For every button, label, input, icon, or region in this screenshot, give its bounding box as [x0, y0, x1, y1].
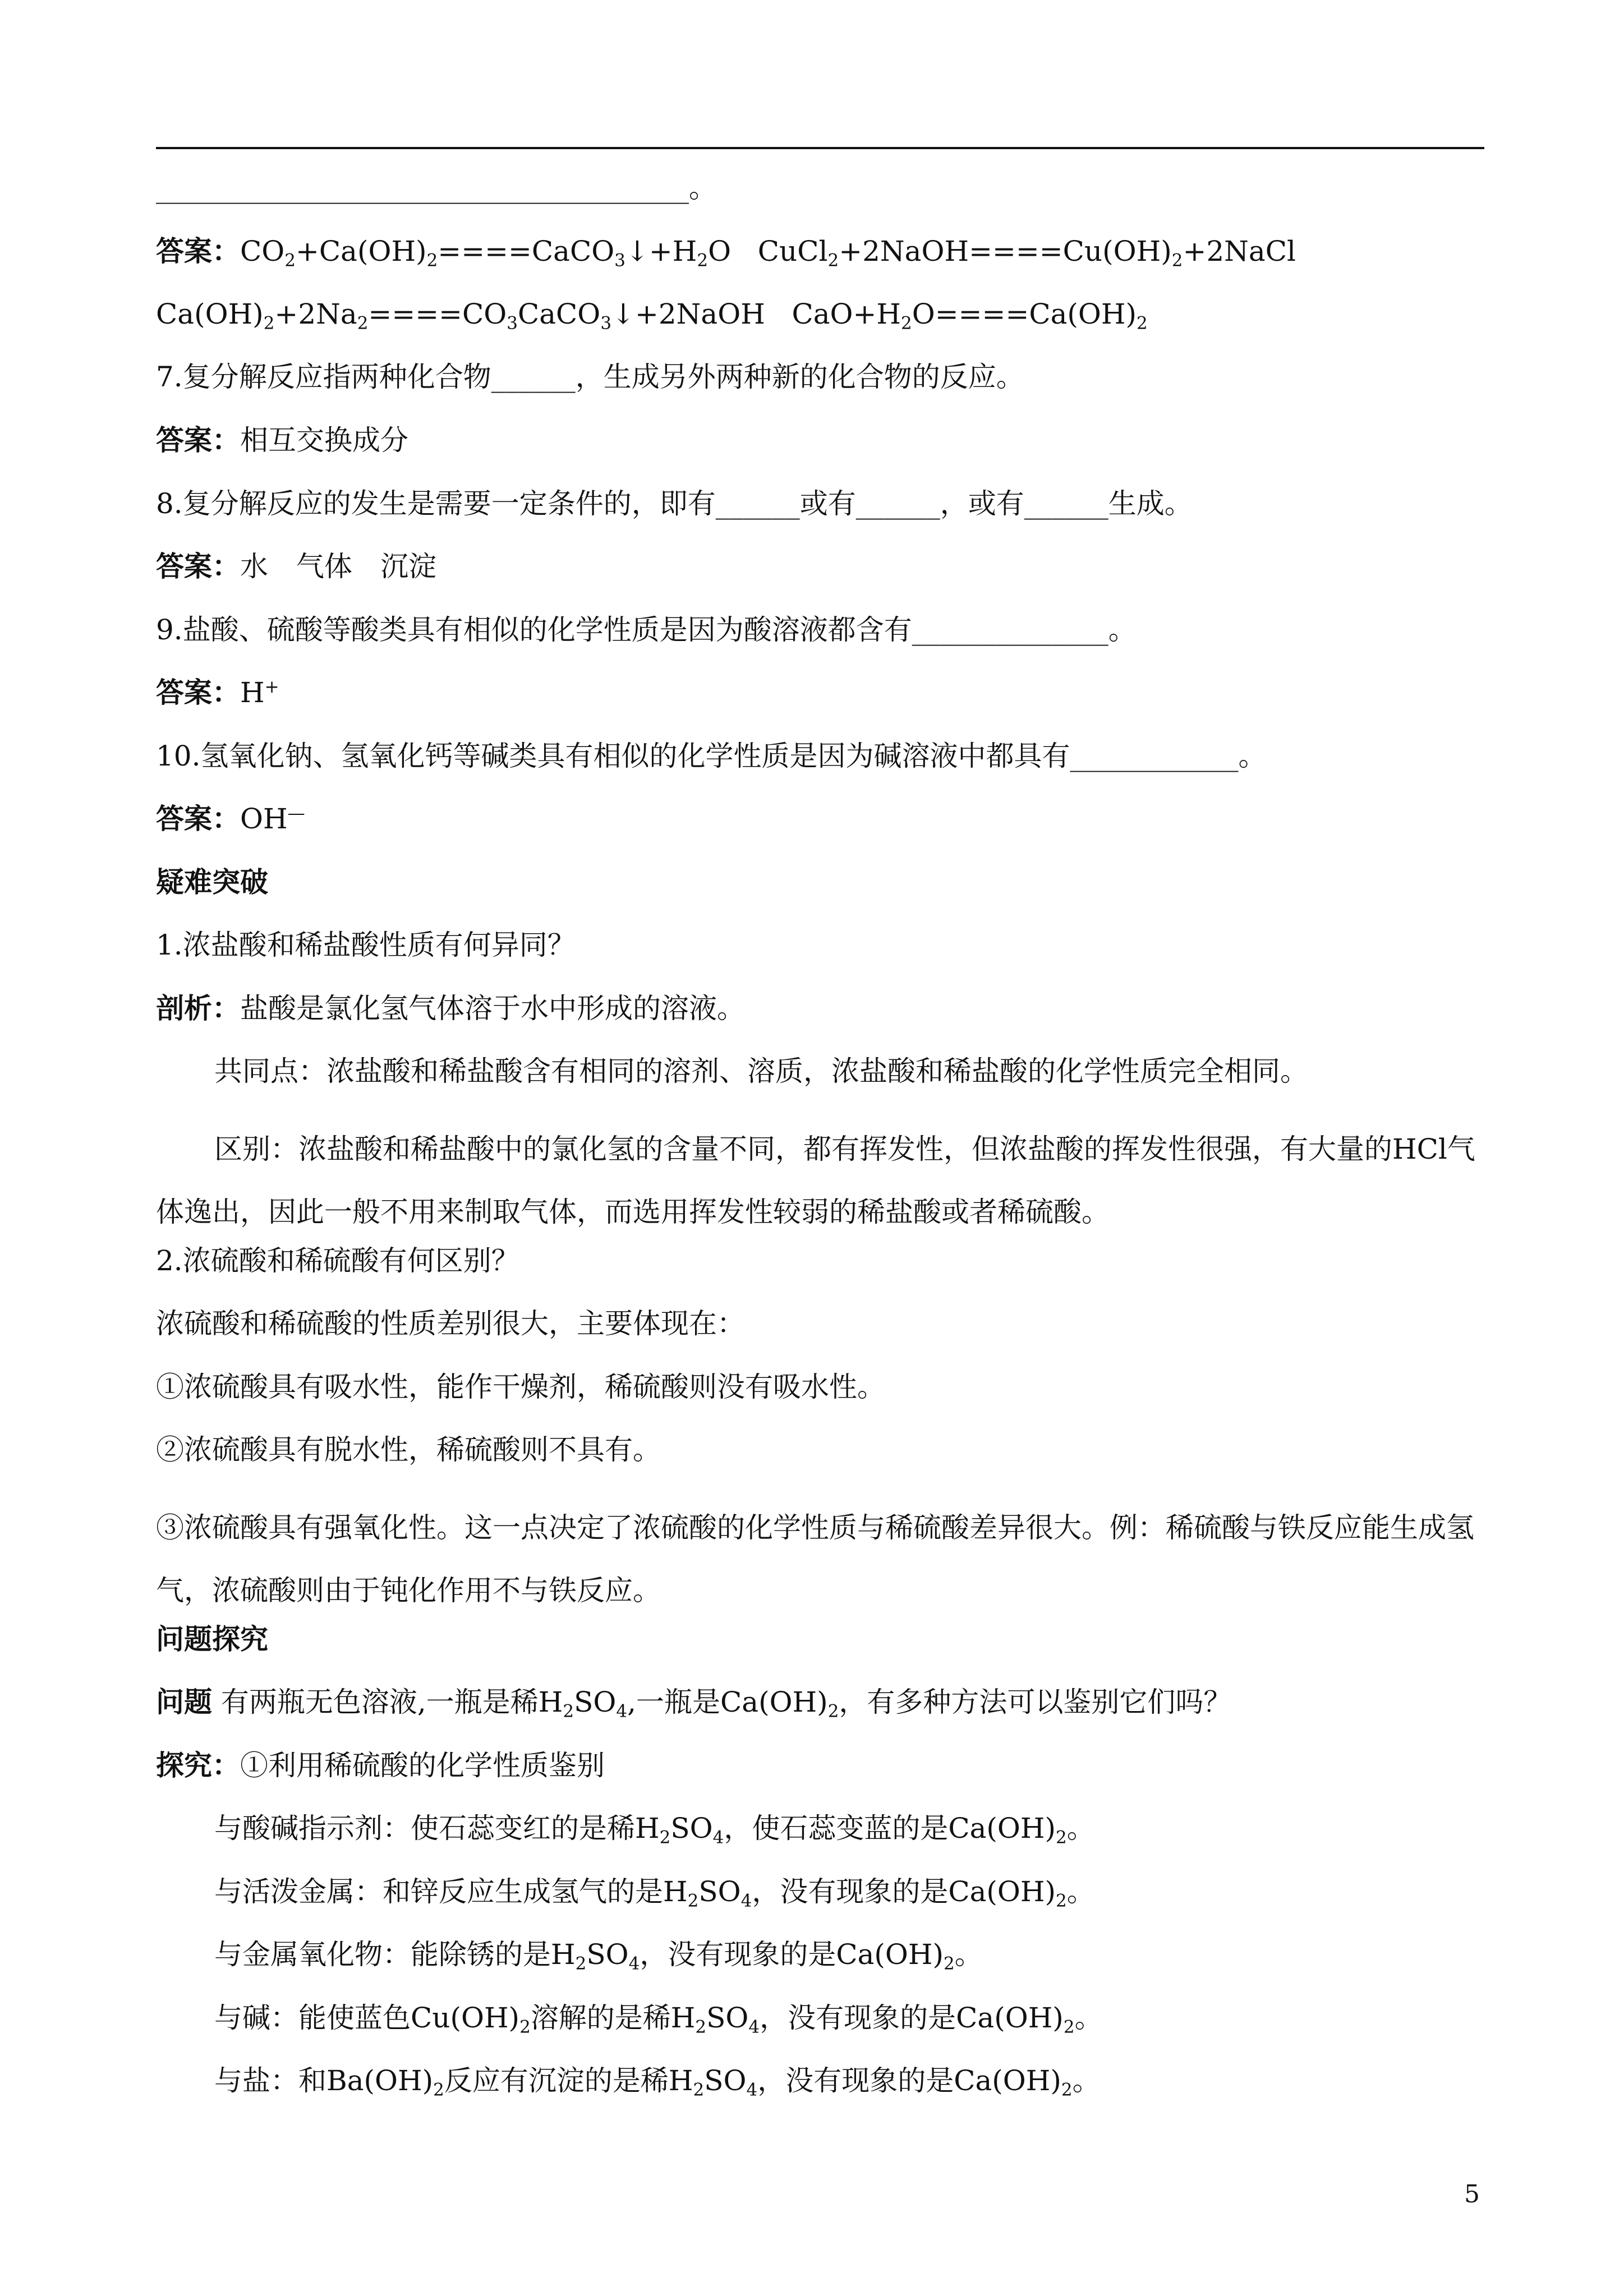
page-number: 5	[1464, 2180, 1480, 2209]
difficulty-question-2-intro: 浓硫酸和稀硫酸的性质差别很大，主要体现在：	[156, 1307, 745, 1340]
answer-label: 答案：	[156, 234, 240, 268]
question-10: 10.氢氧化钠、氢氧化钙等碱类具有相似的化学性质是因为碱溶液中都具有____________。	[156, 740, 1267, 772]
common-points: 共同点：浓盐酸和稀盐酸含有相同的溶剂、溶质，浓盐酸和稀盐酸的化学性质完全相同。	[214, 1055, 1308, 1087]
method-indicator: 与酸碱指示剂：使石蕊变红的是稀$H_2SO_4$，使石蕊变蓝的是$Ca(OH)_2$。	[214, 1812, 1095, 1848]
point-1: ①浓硫酸具有吸水性，能作干燥剂，稀硫酸则没有吸水性。	[156, 1371, 885, 1403]
difficulty-question-2: 2.浓硫酸和稀硫酸有何区别？	[156, 1244, 519, 1277]
method-base: 与碱：能使蓝色$Cu(OH)_2$溶解的是稀$H_2SO_4$，没有现象的是$Ca(OH)_2$。	[214, 2002, 1103, 2037]
answer-6-line-2: $Ca(OH)_2+2Na_2====CO_3CaCO_3↓+2NaOH$ $CaO+H_2O====Ca(OH)_2$	[156, 298, 1148, 334]
question-7: 7.复分解反应指两种化合物______，生成另外两种新的化合物的反应。	[156, 361, 1024, 393]
blank-line: ______________________________________。	[156, 172, 717, 204]
answer-7: 答案：相互交换成分	[156, 423, 408, 457]
section-heading-difficulty: 疑难突破	[156, 865, 268, 898]
question-9: 9.盐酸、硫酸等酸类具有相似的化学性质是因为酸溶液都含有______________。	[156, 614, 1137, 646]
answer-6-line-1: 答案：$CO_2+Ca(OH)_2====CaCO_3↓+H_2O$ $CuCl_2+2NaOH====Cu(OH)_2+2NaCl$	[156, 234, 1296, 271]
section-heading-inquiry: 问题探究	[156, 1622, 268, 1656]
problem: 问题 有两瓶无色溶液,一瓶是稀$H_2SO_4$,一瓶是$Ca(OH)_2$，有多种方法可以鉴别它们吗？	[156, 1685, 1232, 1722]
exploration: 探究：①利用稀硫酸的化学性质鉴别	[156, 1749, 605, 1782]
differences: 区别：浓盐酸和稀盐酸中的氯化氢的含量不同，都有挥发性，但浓盐酸的挥发性很强，有大量的HCl气体逸出，因此一般不用来制取气体，而选用挥发性较弱的稀盐酸或者稀硫酸。	[156, 1133, 1475, 1228]
method-active-metal: 与活泼金属：和锌反应生成氢气的是$H_2SO_4$，没有现象的是$Ca(OH)_2$。	[214, 1875, 1095, 1911]
point-2: ②浓硫酸具有脱水性，稀硫酸则不具有。	[156, 1433, 661, 1466]
analysis: 剖析：盐酸是氯化氢气体溶于水中形成的溶液。	[156, 992, 745, 1025]
answer-10: 答案：OH—	[156, 802, 305, 835]
answer-9: 答案：H+	[156, 676, 279, 709]
method-salt: 与盐：和$Ba(OH)_2$反应有沉淀的是稀$H_2SO_4$，没有现象的是$Ca(OH)_2$。	[214, 2064, 1101, 2100]
method-metal-oxide: 与金属氧化物：能除锈的是$H_2SO_4$，没有现象的是$Ca(OH)_2$。	[214, 1938, 983, 1974]
answer-8: 答案：水 气体 沉淀	[156, 550, 436, 583]
point-3: ③浓硫酸具有强氧化性。这一点决定了浓硫酸的化学性质与稀硫酸差异很大。例：稀硫酸与铁反应能生成氢气，浓硫酸则由于钝化作用不与铁反应。	[156, 1511, 1474, 1607]
question-8: 8.复分解反应的发生是需要一定条件的，即有______或有______，或有______生成。	[156, 487, 1193, 520]
difficulty-question-1: 1.浓盐酸和稀盐酸性质有何异同？	[156, 929, 576, 961]
header-rule	[156, 147, 1484, 149]
